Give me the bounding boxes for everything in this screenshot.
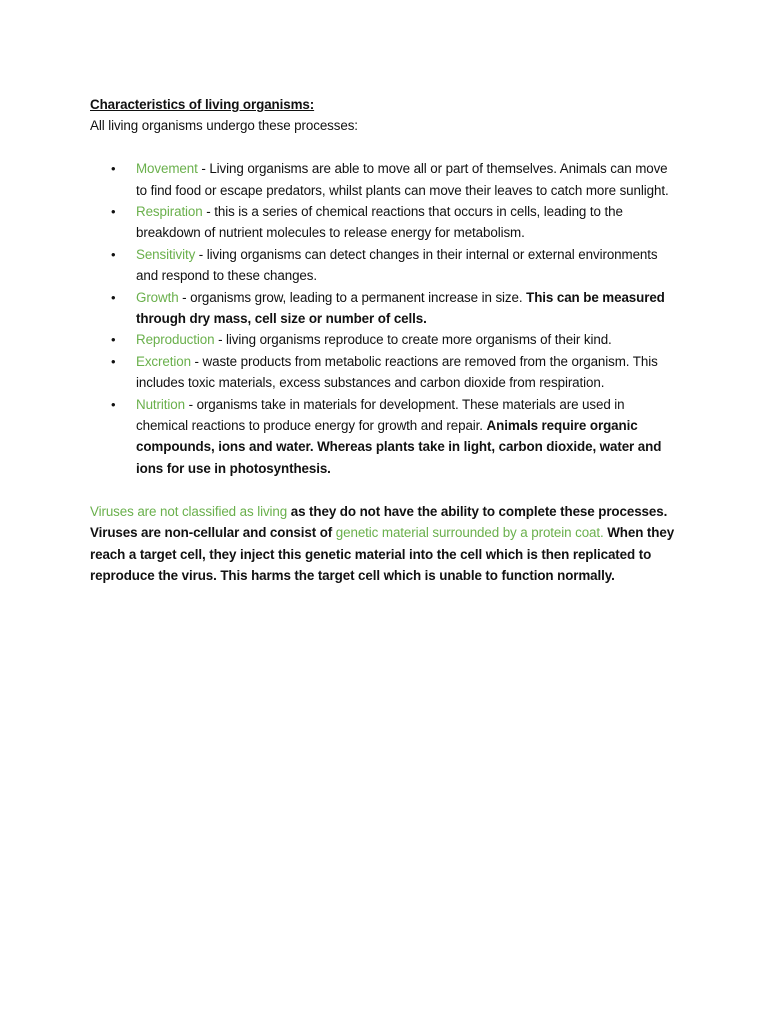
- term-emphasis: Animals require organic compounds, ions and water. Whereas plants take in light, carbon dioxide, water and ions for use in photosynthesis.: [136, 418, 662, 476]
- list-item: [90, 394, 670, 480]
- viruses-paragraph: [90, 501, 682, 587]
- list-item: [90, 329, 670, 350]
- viruses-text: as they do not have the ability to complete these processes. Viruses are non-cellular and consist of: [90, 503, 668, 541]
- bullet-icon: •: [111, 289, 116, 305]
- viruses-text: When they reach a target cell, they inject this genetic material into the cell which is then replicated to reproduce the virus. This harms the target cell which is unable to function normally.: [90, 525, 675, 583]
- bullet-icon: •: [111, 246, 116, 262]
- term-description: - organisms take in materials for development. These materials are used in chemical reactions to produce energy for growth and repair.: [136, 396, 625, 434]
- list-item: [90, 244, 670, 287]
- processes-list: [90, 158, 690, 479]
- bullet-icon: •: [111, 204, 116, 220]
- term-description: - living organisms reproduce to create more organisms of their kind.: [214, 332, 612, 348]
- term-label: Respiration: [136, 204, 203, 220]
- term-description: - Living organisms are able to move all or part of themselves. Animals can move to find food or escape predators, whilst plants can move their leaves to catch more sunlight.: [136, 161, 669, 198]
- term-label: Movement: [136, 161, 198, 177]
- term-label: Excretion: [136, 353, 191, 369]
- term-label: Growth: [136, 289, 179, 305]
- term-description: - this is a series of chemical reactions that occurs in cells, leading to the breakdown of nutrient molecules to release energy for metabolism.: [136, 204, 623, 241]
- bullet-icon: •: [111, 161, 116, 177]
- term-description: - living organisms can detect changes in their internal or external environments and respond to these changes.: [136, 246, 658, 284]
- bullet-icon: •: [111, 396, 116, 412]
- intro-text: All living organisms undergo these processes:: [90, 118, 358, 134]
- list-item: [90, 351, 670, 394]
- viruses-highlight: Viruses are not classified as living: [90, 503, 288, 519]
- bullet-icon: •: [111, 332, 116, 348]
- document-page: [90, 94, 690, 600]
- list-item: [90, 287, 670, 330]
- term-label: Nutrition: [136, 396, 185, 412]
- term-label: Sensitivity: [136, 246, 196, 262]
- term-description: - organisms grow, leading to a permanent increase in size.: [178, 289, 527, 305]
- viruses-highlight: genetic material surrounded by a protein coat.: [335, 525, 604, 541]
- section-heading: Characteristics of living organisms:: [90, 97, 315, 112]
- term-description: - waste products from metabolic reactions are removed from the organism. This includes toxic materials, excess substances and carbon dioxide from respiration.: [136, 353, 658, 391]
- list-item: [90, 158, 670, 201]
- bullet-icon: •: [111, 353, 116, 369]
- list-item: [90, 201, 670, 244]
- term-emphasis: This can be measured through dry mass, cell size or number of cells.: [136, 289, 665, 327]
- term-label: Reproduction: [136, 332, 215, 348]
